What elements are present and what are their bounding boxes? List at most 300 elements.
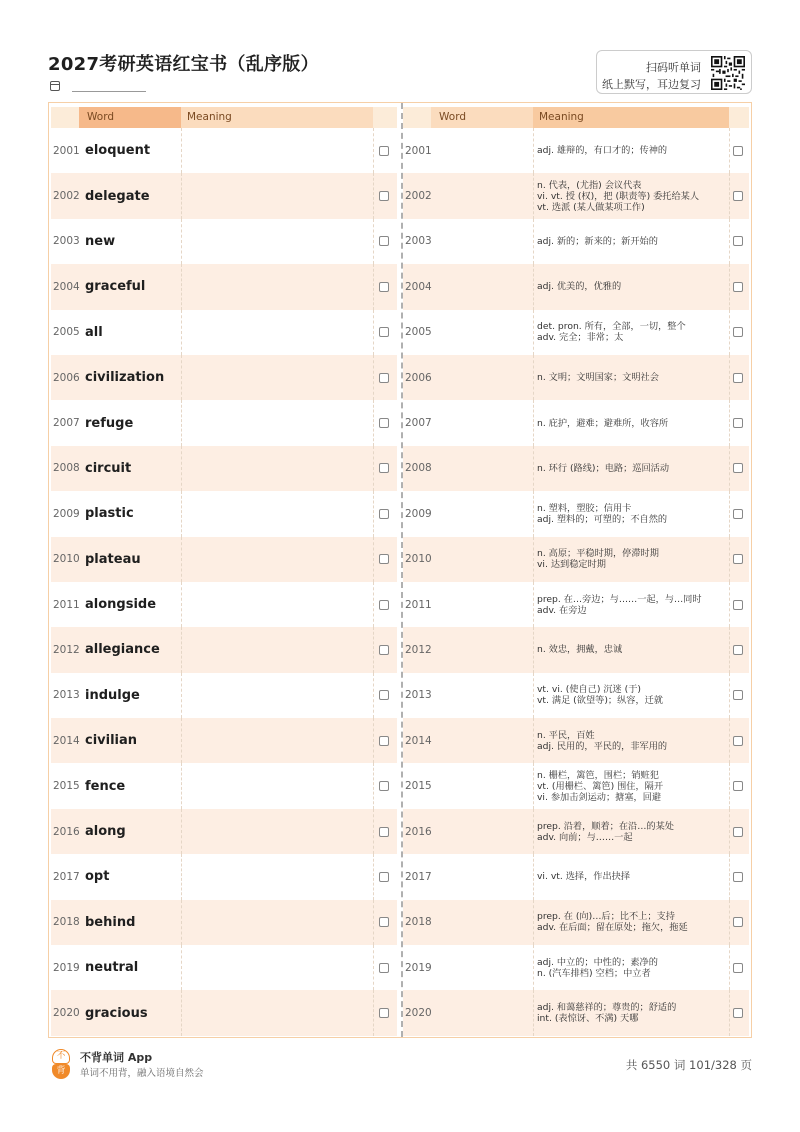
cell-separator	[729, 173, 730, 218]
cell-separator	[373, 491, 374, 536]
entry-number: 2018	[53, 916, 80, 929]
checkbox[interactable]	[733, 827, 743, 837]
cell-separator	[181, 718, 182, 763]
cell-separator	[729, 582, 730, 627]
entry-meaning	[537, 809, 725, 854]
header-meaning: Meaning	[533, 107, 729, 128]
cell-separator	[181, 310, 182, 355]
meaning-line: n. 平民，百姓	[537, 729, 595, 741]
entry-meaning	[537, 310, 725, 355]
qr-code-icon[interactable]	[711, 56, 745, 90]
checkbox[interactable]	[733, 282, 743, 292]
entry-number: 2017	[53, 870, 80, 883]
cell-separator	[373, 945, 374, 990]
cell-separator	[533, 264, 534, 309]
checkbox[interactable]	[379, 1008, 389, 1018]
cell-separator	[373, 355, 374, 400]
cell-separator	[181, 537, 182, 582]
meaning-line: adj. 雄辩的，有口才的；传神的	[537, 145, 668, 157]
entry-word: all	[85, 324, 103, 340]
table-row	[51, 128, 397, 173]
cell-separator	[729, 264, 730, 309]
entry-number: 2005	[405, 326, 432, 339]
cell-separator	[373, 673, 374, 718]
entry-meaning	[537, 627, 725, 672]
checkbox[interactable]	[379, 917, 389, 927]
entry-word: refuge	[85, 415, 134, 431]
table-row	[403, 446, 749, 491]
checkbox[interactable]	[379, 282, 389, 292]
cell-separator	[729, 491, 730, 536]
entry-number: 2008	[405, 462, 432, 475]
header-check-cell	[729, 107, 749, 128]
table-row	[51, 537, 397, 582]
meaning-line: n. 效忠，拥戴，忠诚	[537, 644, 623, 656]
cell-separator	[729, 990, 730, 1035]
entry-number: 2011	[53, 598, 80, 611]
checkbox[interactable]	[379, 146, 389, 156]
cell-separator	[729, 945, 730, 990]
meaning-line: vt. vi. (使自己) 沉迷 (于)	[537, 684, 642, 696]
table-row	[51, 854, 397, 899]
cell-separator	[729, 219, 730, 264]
cell-separator	[533, 945, 534, 990]
entry-number: 2013	[405, 689, 432, 702]
entry-word: neutral	[85, 960, 139, 976]
checkbox[interactable]	[379, 872, 389, 882]
entry-word: opt	[85, 869, 110, 885]
entry-number: 2012	[53, 643, 80, 656]
cell-separator	[533, 900, 534, 945]
cell-separator	[729, 854, 730, 899]
table-row	[51, 945, 397, 990]
cell-separator	[533, 400, 534, 445]
meaning-line: adj. 中立的；中性的；素净的	[537, 956, 658, 968]
entry-word: gracious	[85, 1005, 148, 1021]
cell-separator	[533, 491, 534, 536]
cell-separator	[373, 763, 374, 808]
entry-number: 2020	[53, 1007, 80, 1020]
table-row	[51, 310, 397, 355]
table-row	[403, 400, 749, 445]
entry-number: 2019	[53, 961, 80, 974]
table-row	[51, 219, 397, 264]
cell-separator	[373, 537, 374, 582]
entry-meaning	[537, 718, 725, 763]
table-row	[51, 264, 397, 309]
entry-number: 2002	[405, 190, 432, 203]
cell-separator	[373, 718, 374, 763]
entry-number: 2010	[53, 553, 80, 566]
table-row	[403, 809, 749, 854]
meaning-line: vi. vt. 授 (权)，把 (职责等) 委托给某人	[537, 190, 700, 202]
meaning-line: vi. vt. 选择，作出抉择	[537, 871, 631, 883]
meaning-line: n. 栅栏，篱笆，围栏；销赃犯	[537, 769, 659, 781]
cell-separator	[373, 990, 374, 1035]
cell-separator	[729, 128, 730, 173]
app-logo	[50, 1049, 72, 1079]
entry-word: plastic	[85, 506, 134, 522]
meaning-line: n. (汽车排档) 空档；中立者	[537, 967, 651, 979]
table-row	[403, 491, 749, 536]
checkbox[interactable]	[379, 690, 389, 700]
meaning-line: adj. 和蔼慈祥的；尊贵的；舒适的	[537, 1002, 677, 1014]
checkbox[interactable]	[733, 554, 743, 564]
table-row	[403, 128, 749, 173]
cell-separator	[729, 809, 730, 854]
entry-number: 2003	[53, 235, 80, 248]
entry-meaning	[537, 491, 725, 536]
qr-card[interactable]	[596, 50, 752, 94]
cell-separator	[533, 355, 534, 400]
date-underline	[72, 91, 146, 92]
meaning-line: adv. 向前；与……一起	[537, 831, 633, 843]
word-column	[51, 107, 397, 1036]
entry-meaning	[537, 990, 725, 1035]
entry-meaning	[537, 219, 725, 264]
entry-word: alongside	[85, 597, 157, 613]
table-row	[51, 446, 397, 491]
checkbox[interactable]	[379, 781, 389, 791]
meaning-line: vt. 选派 (某人做某项工作)	[537, 201, 645, 213]
entry-word: allegiance	[85, 642, 160, 658]
checkbox[interactable]	[733, 963, 743, 973]
entry-meaning	[537, 673, 725, 718]
meaning-line: adj. 新的；新来的；新开始的	[537, 235, 658, 247]
cell-separator	[181, 900, 182, 945]
entry-meaning	[537, 900, 725, 945]
cell-separator	[181, 219, 182, 264]
checkbox[interactable]	[379, 600, 389, 610]
entry-number: 2011	[405, 598, 432, 611]
entry-number: 2018	[405, 916, 432, 929]
checkbox[interactable]	[379, 645, 389, 655]
header-meaning: Meaning	[181, 107, 373, 128]
entry-number: 2020	[405, 1007, 432, 1020]
entry-meaning	[537, 854, 725, 899]
table-row	[403, 900, 749, 945]
page-counter: 共 6550 词 101/328 页	[625, 1058, 752, 1072]
checkbox[interactable]	[733, 191, 743, 201]
entry-word: graceful	[85, 279, 146, 295]
cell-separator	[373, 446, 374, 491]
entry-word: along	[85, 824, 126, 840]
table-row	[403, 310, 749, 355]
cell-separator	[181, 990, 182, 1035]
cell-separator	[373, 173, 374, 218]
checkbox[interactable]	[379, 418, 389, 428]
meaning-line: adj. 塑料的；可塑的；不自然的	[537, 513, 668, 525]
checkbox[interactable]	[379, 963, 389, 973]
cell-separator	[729, 718, 730, 763]
checkbox[interactable]	[733, 373, 743, 383]
table-row	[51, 763, 397, 808]
entry-meaning	[537, 355, 725, 400]
cell-separator	[729, 673, 730, 718]
cell-separator	[533, 219, 534, 264]
entry-number: 2005	[53, 326, 80, 339]
meaning-line: adj. 优美的，优雅的	[537, 281, 622, 293]
checkbox[interactable]	[733, 327, 743, 337]
entry-number: 2016	[53, 825, 80, 838]
entry-number: 2009	[53, 507, 80, 520]
cell-separator	[373, 128, 374, 173]
checkbox[interactable]	[733, 917, 743, 927]
logo-top-glyph: 不	[52, 1049, 70, 1064]
checkbox[interactable]	[733, 781, 743, 791]
checkbox[interactable]	[733, 463, 743, 473]
page-title: 2027考研英语红宝书（乱序版）	[48, 54, 319, 75]
qr-caption-review: 纸上默写，耳边复习	[602, 78, 701, 91]
entry-number: 2004	[405, 280, 432, 293]
checkbox[interactable]	[733, 146, 743, 156]
meaning-line: adv. 在旁边	[537, 604, 587, 616]
table-row	[403, 264, 749, 309]
cell-separator	[181, 400, 182, 445]
meaning-line: int. (表惊讶、不满) 天哪	[537, 1013, 639, 1025]
cell-separator	[181, 945, 182, 990]
checkbox[interactable]	[379, 554, 389, 564]
table-header	[403, 107, 749, 128]
entry-number: 2007	[53, 417, 80, 430]
cell-separator	[533, 173, 534, 218]
table-row	[51, 718, 397, 763]
entry-number: 2004	[53, 280, 80, 293]
checkbox[interactable]	[733, 690, 743, 700]
cell-separator	[373, 264, 374, 309]
header-num-cell	[403, 107, 431, 128]
entry-word: eloquent	[85, 143, 151, 159]
checkbox[interactable]	[733, 236, 743, 246]
checkbox[interactable]	[379, 827, 389, 837]
cell-separator	[729, 627, 730, 672]
cell-separator	[181, 128, 182, 173]
entry-number: 2003	[405, 235, 432, 248]
meaning-line: n. 代表，(尤指) 会议代表	[537, 179, 642, 191]
cell-separator	[533, 627, 534, 672]
cell-separator	[533, 763, 534, 808]
entry-word: fence	[85, 778, 126, 794]
checkbox[interactable]	[733, 509, 743, 519]
meaning-line: adv. 完全；非常；太	[537, 332, 624, 344]
cell-separator	[729, 400, 730, 445]
entry-meaning	[537, 173, 725, 218]
checkbox[interactable]	[733, 736, 743, 746]
cell-separator	[373, 809, 374, 854]
table-row	[51, 400, 397, 445]
meaning-line: vt. (用栅栏、篱笆) 围住，隔开	[537, 780, 664, 792]
table-row	[403, 718, 749, 763]
entry-meaning	[537, 400, 725, 445]
entry-word: civilization	[85, 370, 165, 386]
cell-separator	[729, 310, 730, 355]
calendar-icon	[50, 81, 60, 91]
entry-number: 2007	[405, 417, 432, 430]
cell-separator	[533, 990, 534, 1035]
table-row	[403, 854, 749, 899]
entry-meaning	[537, 945, 725, 990]
entry-number: 2017	[405, 870, 432, 883]
cell-separator	[181, 173, 182, 218]
table-row	[403, 537, 749, 582]
entry-number: 2015	[405, 780, 432, 793]
meaning-line: n. 庇护，避难；避难所，收容所	[537, 417, 669, 429]
cell-separator	[181, 446, 182, 491]
table-row	[51, 673, 397, 718]
entry-number: 2001	[53, 144, 80, 157]
table-row	[403, 673, 749, 718]
meaning-line: prep. 沿着，顺着；在沿…的某处	[537, 820, 674, 832]
meaning-line: det. pron. 所有，全部，一切，整个	[537, 321, 686, 333]
app-slogan: 单词不用背，融入语境自然会	[80, 1068, 204, 1079]
date-field[interactable]	[50, 80, 150, 94]
table-header	[51, 107, 397, 128]
cell-separator	[373, 219, 374, 264]
meaning-column	[403, 107, 749, 1036]
cell-separator	[181, 673, 182, 718]
table-row	[403, 355, 749, 400]
cell-separator	[181, 627, 182, 672]
entry-meaning	[537, 763, 725, 808]
entry-word: indulge	[85, 687, 140, 703]
header-word: Word	[431, 107, 533, 128]
table-row	[51, 900, 397, 945]
cell-separator	[181, 264, 182, 309]
checkbox[interactable]	[379, 236, 389, 246]
cell-separator	[373, 900, 374, 945]
entry-number: 2001	[405, 144, 432, 157]
logo-bottom-glyph: 背	[52, 1064, 70, 1079]
checkbox[interactable]	[733, 1008, 743, 1018]
entry-word: behind	[85, 914, 136, 930]
header-num-cell	[51, 107, 79, 128]
cell-separator	[729, 763, 730, 808]
cell-separator	[181, 491, 182, 536]
table-row	[51, 627, 397, 672]
cell-separator	[533, 718, 534, 763]
cell-separator	[729, 900, 730, 945]
table-row	[403, 173, 749, 218]
app-name: 不背单词 App	[80, 1051, 153, 1064]
cell-separator	[729, 355, 730, 400]
cell-separator	[181, 809, 182, 854]
meaning-line: n. 塑料，塑胶；信用卡	[537, 502, 632, 514]
cell-separator	[533, 537, 534, 582]
table-row	[403, 990, 749, 1035]
cell-separator	[181, 355, 182, 400]
checkbox[interactable]	[733, 645, 743, 655]
meaning-line: vt. 满足 (欲望等)；纵容，迁就	[537, 695, 664, 707]
cell-separator	[533, 582, 534, 627]
entry-meaning	[537, 537, 725, 582]
cell-separator	[373, 400, 374, 445]
cell-separator	[533, 854, 534, 899]
checkbox[interactable]	[379, 373, 389, 383]
entry-word: delegate	[85, 188, 150, 204]
meaning-line: vi. 达到稳定时期	[537, 559, 606, 571]
meaning-line: n. 文明；文明国家；文明社会	[537, 372, 659, 384]
entry-word: plateau	[85, 551, 141, 567]
table-row	[51, 491, 397, 536]
entry-number: 2019	[405, 961, 432, 974]
vocab-table-frame	[48, 102, 752, 1038]
table-row	[51, 582, 397, 627]
meaning-line: prep. 在…旁边；与……一起，与…同时	[537, 593, 702, 605]
table-row	[51, 355, 397, 400]
table-row	[403, 763, 749, 808]
entry-number: 2006	[53, 371, 80, 384]
meaning-line: prep. 在 (向)…后；比不上；支持	[537, 911, 675, 923]
entry-meaning	[537, 128, 725, 173]
cell-separator	[181, 854, 182, 899]
entry-meaning	[537, 582, 725, 627]
entry-number: 2016	[405, 825, 432, 838]
checkbox[interactable]	[379, 463, 389, 473]
checkbox[interactable]	[733, 872, 743, 882]
cell-separator	[373, 627, 374, 672]
cell-separator	[533, 310, 534, 355]
meaning-line: n. 高原；平稳时期，停滞时期	[537, 548, 659, 560]
checkbox[interactable]	[379, 191, 389, 201]
entry-number: 2010	[405, 553, 432, 566]
checkbox[interactable]	[733, 418, 743, 428]
entry-number: 2009	[405, 507, 432, 520]
meaning-line: adj. 民用的，平民的，非军用的	[537, 740, 668, 752]
meaning-line: n. 环行 (路线)；电路；巡回活动	[537, 462, 670, 474]
cell-separator	[729, 537, 730, 582]
meaning-line: vi. 参加击剑运动；搪塞，回避	[537, 791, 662, 803]
cell-separator	[373, 582, 374, 627]
checkbox[interactable]	[733, 600, 743, 610]
qr-caption-listen: 扫码听单词	[646, 61, 701, 74]
table-row	[403, 582, 749, 627]
table-row	[403, 945, 749, 990]
entry-word: new	[85, 233, 116, 249]
checkbox[interactable]	[379, 509, 389, 519]
entry-word: civilian	[85, 733, 138, 749]
table-row	[51, 173, 397, 218]
cell-separator	[181, 582, 182, 627]
cell-separator	[533, 673, 534, 718]
entry-number: 2014	[53, 734, 80, 747]
entry-number: 2006	[405, 371, 432, 384]
cell-separator	[533, 446, 534, 491]
entry-number: 2015	[53, 780, 80, 793]
cell-separator	[729, 446, 730, 491]
cell-separator	[181, 763, 182, 808]
cell-separator	[533, 128, 534, 173]
checkbox[interactable]	[379, 736, 389, 746]
entry-number: 2014	[405, 734, 432, 747]
entry-meaning	[537, 446, 725, 491]
cell-separator	[373, 310, 374, 355]
entry-word: circuit	[85, 460, 132, 476]
table-row	[403, 627, 749, 672]
table-row	[403, 219, 749, 264]
cell-separator	[373, 854, 374, 899]
checkbox[interactable]	[379, 327, 389, 337]
entry-number: 2008	[53, 462, 80, 475]
entry-number: 2012	[405, 643, 432, 656]
cell-separator	[533, 809, 534, 854]
table-row	[51, 809, 397, 854]
header-word: Word	[79, 107, 181, 128]
entry-number: 2013	[53, 689, 80, 702]
header-check-cell	[373, 107, 397, 128]
meaning-line: adv. 在后面；留在原处；拖欠，拖延	[537, 922, 688, 934]
entry-meaning	[537, 264, 725, 309]
table-row	[51, 990, 397, 1035]
